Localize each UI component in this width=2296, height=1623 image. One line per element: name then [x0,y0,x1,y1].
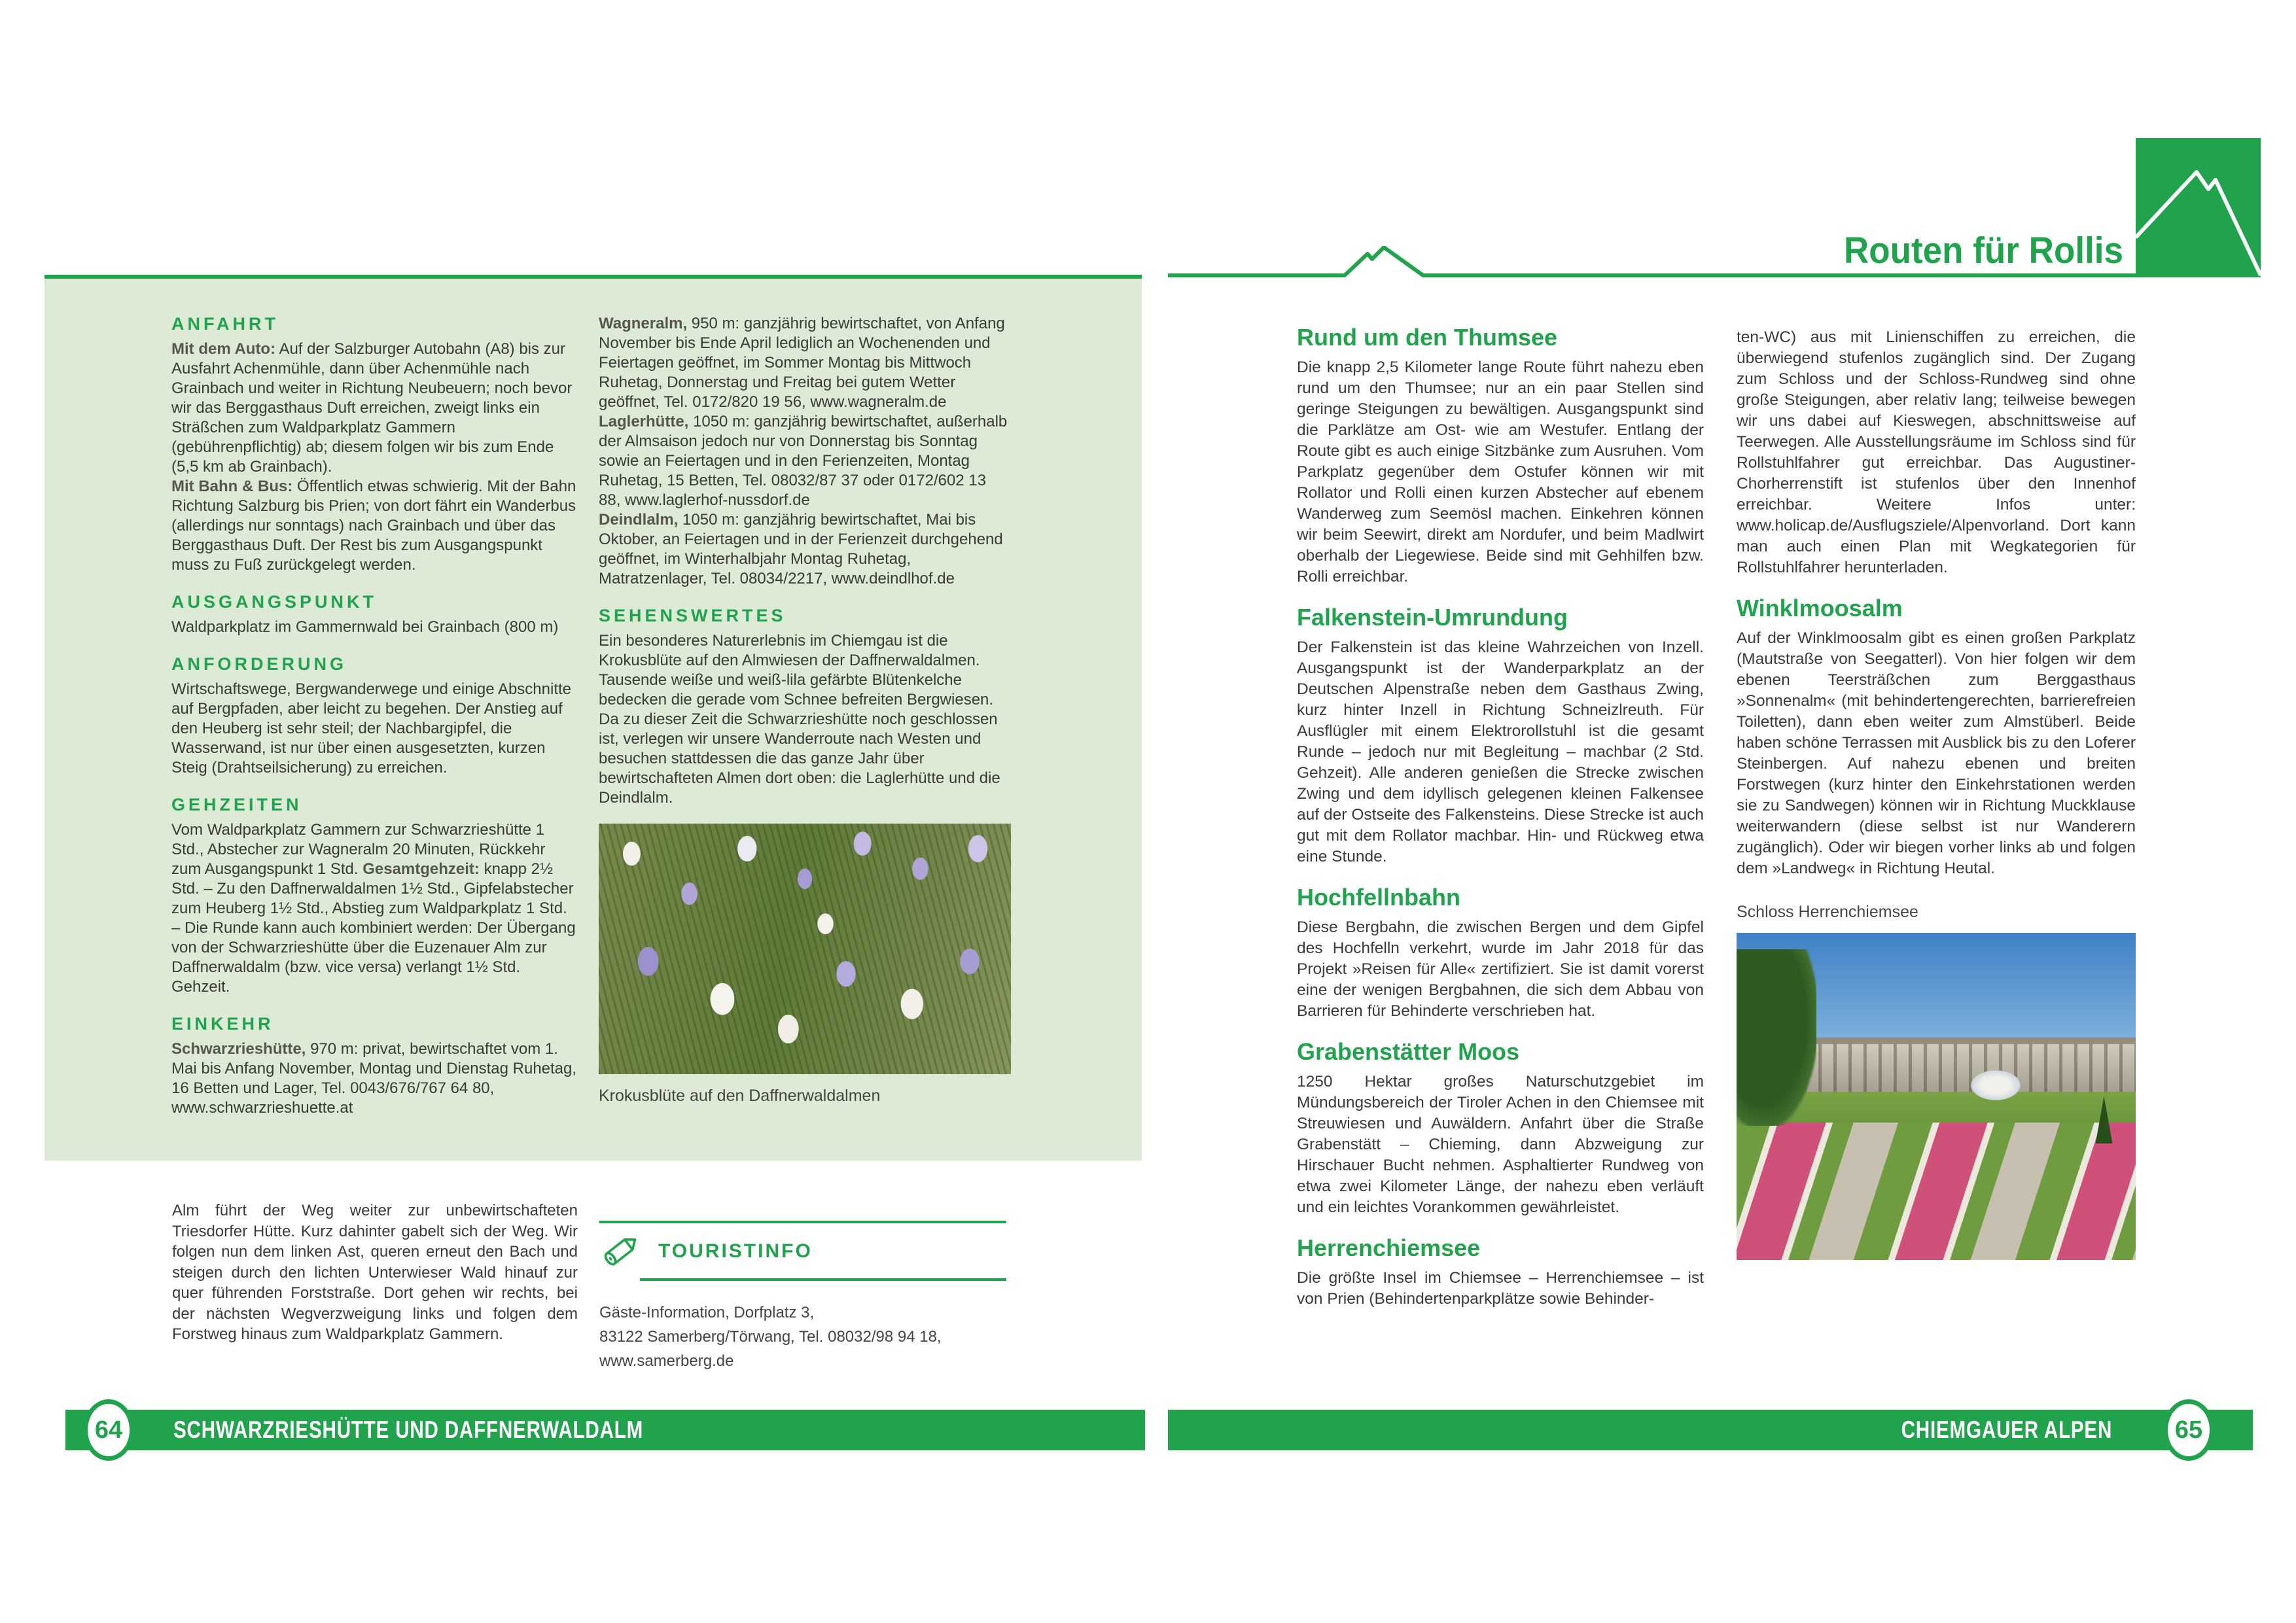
photo-flower-parterre [1737,1123,2136,1260]
touristinfo-line-1: Gäste-Information, Dorfplatz 3, [599,1304,815,1321]
hut-laglerhuette-text: 1050 m: ganzjährig bewirtschaftet, außerhalb der Almsaison jedoch nur von Donnerstag bis Sonntag sowie an Feiertagen und in den Ferienzeiten, Montag Ruhetag, 15 Betten, Tel. 08032/87 37 oder 0172/602 13 88, www.laglerhof-nussdorf.de [599,413,1008,509]
section-heading-falkenstein: Falkenstein-Umrundung [1297,604,1568,631]
anforderung-heading: ANFORDERUNG [171,654,347,674]
anfahrt-heading: ANFAHRT [171,314,279,334]
einkehr-lead: Schwarzrieshütte, [171,1040,306,1058]
anfahrt-auto-lead: Mit dem Auto: [171,340,276,358]
right-page-column-1 [1297,327,1704,1406]
page-number-badge-right [2163,1399,2214,1461]
sehenswertes-text: Ein besonderes Naturerlebnis im Chiemgau ist die Krokusblüte auf den Almwiesen der Daffnerwaldalmen. Tausende weiße und weiß-lila gefärbte Blütenkelche bedecken die gerade vom Schnee befreiten Bergwiesen. Da zu dieser Zeit die Schwarzrieshütte noch geschlossen ist, verlegen wir unsere Wanderroute nach Westen und besuchen stattdessen die das ganze Jahr über bewirtschafteten Almen dort oben: die Laglerhütte und die Deindlalm. [599,632,1000,807]
gehzeiten-text-after: knapp 2½ Std. – Zu den Daffnerwaldalmen 1½ Std., Gipfelabstecher zum Heuberg 1½ Std., Abstieg zum Waldparkplatz 1 Std. – Die Runde kann auch kombiniert werden: Der Übergang von der Schwarzrieshütte über die Euzenauer Alm zur Daffnerwaldalm (bzw. vice versa) verlangt 1½ Std. Gehzeit. [171,860,576,996]
info-box-column-2 [599,314,1011,1106]
herrenchiemsee-palace-photo [1737,933,2136,1260]
left-footer-label: SCHWARZRIESHÜTTE UND DAFFNERWALDALM [173,1416,644,1443]
touristinfo-line-3: www.samerberg.de [599,1352,734,1370]
anforderung-text: Wirtschaftswege, Bergwanderwege und einige Abschnitte auf Bergpfaden, aber leicht zu begehen. Der Anstieg auf den Heuberg ist sehr steil; der Nachbargipfel, die Wasserwand, ist nur über einen ausgesetzten, kurzen Steig (Drahtseilsicherung) zu erreichen. [171,680,572,777]
photo-palace-facade [1773,1038,2136,1093]
einkehr-heading: EINKEHR [171,1014,274,1034]
section-text-thumsee: Die knapp 2,5 Kilometer lange Route führt nahezu eben rund um den Thumsee; nur an ein paar Stellen sind geringe Steigungen zu bewältigen. Ausgangspunkt sind die Parklätze am Ost- wie am Westufer. Entlang der Route gibt es auch einige Sitzbänke zum Ausruhen. Vom Parkplatz gegenüber dem Ostufer können wir mit Rollator und Rolli einen kurzen Abstecher auf ebenem Wanderweg zum Seemösl machen. Einkehren können wir beim Seewirt, direkt am Nordufer, und beim Madlwirt oberhalb der Liegewiese. Beide sind mit Gehhilfen bzw. Rolli erreichbar. [1297,358,1704,585]
route-continuation-paragraph: Alm führt der Weg weiter zur unbewirtschafteten Triesdorfer Hütte. Kurz dahinter gabelt sich der Weg. Wir folgen nun dem linken Ast, queren erneut den Bach und steigen durch den lichten Unterwieser Wald hinauf zur quer führenden Forststraße. Dort gehen wir rechts, bei der nächsten Wegverzweigung links und folgen dem Forstweg hinaus zum Waldparkplatz Gammern. [172,1202,578,1343]
section-text-grabenstaetter-moos: 1250 Hektar großes Naturschutzgebiet im Mündungsbereich der Tiroler Achen in den Chiemsee mit Streuwiesen und Auwäldern. Anfahrt über die Straße Grabenstätt – Chieming, dann Abzweigung zur Hirschauer Bucht nehmen. Asphaltierter Rundweg von etwa zwei Kilometer Länge, der nahezu eben verläuft und ein leichtes Vorankommen gewährleistet. [1297,1073,1704,1216]
section-heading-thumsee: Rund um den Thumsee [1297,327,1558,351]
hut-wagneralm-text: 950 m: ganzjährig bewirtschaftet, von Anfang November bis Ende April lediglich an Wochenenden und Feiertagen geöffnet, im Sommer Montag bis Mittwoch Ruhetag, Donnerstag und Freitag bei gutem Wetter geöffnet, Tel. 0172/820 19 56, www.wagneralm.de [599,315,1005,411]
hut-entry-wagneralm [599,314,1011,412]
anfahrt-auto-paragraph [171,340,577,477]
gehzeiten-text-before: Vom Waldparkplatz Gammern zur Schwarzrieshütte 1 Std., Abstecher zur Wagneralm 20 Minuten, Rückkehr zum Ausgangspunkt 1 Std. [171,821,546,878]
anfahrt-bus-text: Öffentlich etwas schwierig. Mit der Bahn Richtung Salzburg bis Prien; von dort fährt ein Wanderbus (allerdings nur sonntags) nach Grainbach und über das Berggasthaus Duft. Der Rest bis zum Ausgangspunkt muss zu Fuß zurückgelegt werden. [171,478,576,574]
section-text-winklmoosalm: Auf der Winklmoosalm gibt es einen großen Parkplatz (Mautstraße von Seegatterl). Von hier folgen wir dem ebenen Teersträßchen zum Berggasthaus »Sonnenalm« (mit behindertengerechten, barrierefreien Toiletten), dann eben weiter zum Almstüberl. Beide haben schöne Terrassen mit Ausblick bis zu den Loferer Steinbergen. Auf nahezu ebenen und breiten Forstwegen (kurz hinter den Einkehrstationen werden sie zu Sandwegen) können wir in Richtung Muckklause weiterwandern (diese selbst ist nur Wanderern zugänglich). Oder wir biegen vorher links ab und folgen dem »Landweg« in Richtung Heutal. [1737,629,2136,877]
hut-deindlalm-lead: Deindlalm, [599,511,679,529]
section-heading-grabenstaetter-moos: Grabenstätter Moos [1297,1038,1520,1065]
photo-fountain [1971,1070,2021,1100]
pencil-icon [599,1229,643,1275]
page-number-left: 64 [94,1416,123,1444]
touristinfo-box [599,1221,1006,1373]
hut-entry-deindlalm [599,510,1011,589]
hut-laglerhuette-lead: Laglerhütte, [599,413,689,430]
ausgangspunkt-text: Waldparkplatz im Gammernwald bei Grainbach (800 m) [171,618,559,636]
right-page-column-2 [1737,327,2136,1410]
section-text-hochfellnbahn: Diese Bergbahn, die zwischen Bergen und dem Gipfel des Hochfelln verkehrt, wurde im Jahr 2018 für das Projekt »Reisen für Alle« zertifiziert. Sie ist damit vorerst eine der wenigen Bergbahnen, die sich dem Abbau von Barrieren für Behinderte verschrieben hat. [1297,918,1704,1020]
hut-entry-laglerhuette [599,412,1011,510]
anfahrt-bus-paragraph [171,477,577,575]
right-footer-bar [1168,1410,2253,1450]
page-number-right: 65 [2174,1416,2203,1444]
crocus-photo-caption: Krokusblüte auf den Daffnerwaldalmen [599,1087,881,1105]
touristinfo-header [599,1231,1006,1272]
section-heading-herrenchiemsee: Herrenchiemsee [1297,1234,1481,1261]
touristinfo-top-rule [599,1221,1006,1223]
section-text-herrenchiemsee: Die größte Insel im Chiemsee – Herrenchiemsee – ist von Prien (Behindertenparkplätze sowie Behinder- [1297,1269,1704,1308]
section-text-falkenstein: Der Falkenstein ist das kleine Wahrzeichen von Inzell. Ausgangspunkt ist der Wanderparkplatz an der Deutschen Alpenstraße neben dem Gasthaus Zwing, kurz hinter Inzell in Richtung Schneizlreuth. Für Ausflügler mit einem Elektrorollstuhl ist die gesamt Runde – jedoch nur mit Begleitung – machbar (2 Std. Gehzeit). Alle anderen genießen die Strecke zwischen Zwing und dem idyllisch gelegenen kleinen Falkensee auf der Ostseite des Falkensteins. Diese Strecke ist auch gut mit dem Rollator machbar. Hin- und Rückweg etwa eine Stunde. [1297,638,1704,865]
herrenchiemsee-continuation-text: ten-WC) aus mit Linienschiffen zu erreichen, die überwiegend stufenlos zugänglich sind. Der Zugang zum Schloss und der Schloss-Rundweg sind ohne große Steigungen, aber relativ lang; teilweise bewegen wir uns dabei auf Kieswegen, abschnittsweise auf Teerwegen. Alle Ausstellungsräume im Schloss sind für Rollstuhlfahrer gut erreichbar. Das Augustiner-Chorherrenstift ist stufenlos über den Innenhof erreichbar. Weitere Infos unter: www.holicap.de/Ausflugsziele/Alpenvorland. Dort kann man auch einen Plan mit Wegkategorien für Rollstuhlfahrer herunterladen. [1737,328,2136,576]
mountain-outline-icon [1168,246,2136,279]
right-footer-label: CHIEMGAUER ALPEN [1901,1416,2112,1443]
section-heading-winklmoosalm: Winklmoosalm [1737,595,1903,621]
touristinfo-line-2: 83122 Samerberg/Törwang, Tel. 08032/98 94 18, [599,1328,942,1346]
left-footer-bar [65,1410,1145,1450]
page-number-badge-left [83,1399,134,1461]
einkehr-text [171,1039,577,1118]
touristinfo-address [599,1300,1006,1373]
anfahrt-auto-text: Auf der Salzburger Autobahn (A8) bis zur Ausfahrt Achenmühle, dann über Achenmühle nach Grainbach und weiter in Richtung Neubeuern; noch bevor wir das Berggasthaus Duft erreichen, zweigt links ein Sträßchen zum Waldparkplatz Gammern (gebührenpflichtig) ab; diesem folgen wir bis zum Ende (5,5 km ab Grainbach). [171,340,573,476]
touristinfo-bottom-rule [640,1278,1006,1281]
gehzeiten-heading: GEHZEITEN [171,795,302,814]
info-box-column-1 [171,314,577,1118]
gehzeiten-bold: Gesamtgehzeit: [362,860,480,878]
route-info-box [44,279,1142,1161]
einkehr-details: 970 m: privat, bewirtschaftet vom 1. Mai bis Anfang November, Montag und Dienstag Ruhetag, 16 Betten und Lager, Tel. 0043/676/767 64 80, www.schwarzrieshuette.at [171,1040,577,1117]
hut-wagneralm-lead: Wagneralm, [599,315,688,332]
photo-tree-left [1737,949,1816,1126]
hut-deindlalm-text: 1050 m: ganzjährig bewirtschaftet, Mai bis Oktober, an Feiertagen und in der Ferienzeit durchgehend geöffnet, im Winterhalbjahr Montag Ruhetag, Matratzenlager, Tel. 08034/2217, www.deindlhof.de [599,511,1003,587]
crocus-meadow-photo [599,824,1011,1074]
ausgangspunkt-heading: AUSGANGSPUNKT [171,592,378,612]
touristinfo-title: TOURISTINFO [658,1240,813,1262]
palace-photo-caption: Schloss Herrenchiemsee [1737,903,1918,921]
gehzeiten-text [171,820,577,997]
sehenswertes-heading: SEHENSWERTES [599,606,786,625]
anfahrt-bus-lead: Mit Bahn & Bus: [171,478,293,495]
chapter-title: Routen für Rollis [1843,230,2123,271]
mountain-peak-icon [2136,138,2261,277]
section-heading-hochfellnbahn: Hochfellnbahn [1297,884,1460,911]
